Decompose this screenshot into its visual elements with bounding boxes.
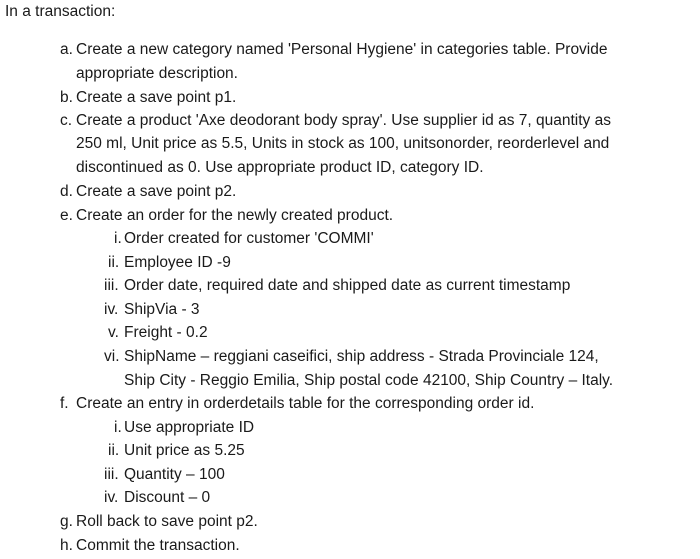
sub-item-f-i: i. Use appropriate ID [114,419,255,436]
list-item-c-cont: 250 ml, Unit price as 5.5, Units in stock as 100, unitsonorder, reorderlevel and [76,135,610,152]
sub-item-e-v: v. Freight - 0.2 [108,324,208,341]
sub-item-e-i: i. Order created for customer 'COMMI' [114,230,374,247]
intro-text: In a transaction: [5,3,116,20]
sub-item-f-iii: iii. Quantity – 100 [104,466,225,483]
sub-item-e-iv: iv. ShipVia - 3 [104,301,200,318]
sub-item-f-ii: ii. Unit price as 5.25 [108,442,245,459]
list-item-g: g. Roll back to save point p2. [60,513,258,530]
sub-item-e-vi: vi. ShipName – reggiani caseifici, ship address - Strada Provinciale 124, [104,348,599,365]
sub-item-e-vi-cont: Ship City - Reggio Emilia, Ship postal code 42100, Ship Country – Italy. [124,372,614,389]
list-item-h: h. Commit the transaction. [60,537,240,554]
list-item-d: d. Create a save point p2. [60,183,237,200]
sub-item-f-iv: iv. Discount – 0 [104,489,211,506]
list-item-e: e. Create an order for the newly created product. [60,207,394,224]
list-item-c-cont: discontinued as 0. Use appropriate product ID, category ID. [76,159,484,176]
list-item-b: b. Create a save point p1. [60,89,237,106]
list-item-f: f. Create an entry in orderdetails table for the corresponding order id. [60,395,535,412]
list-item-a: a. Create a new category named 'Personal Hygiene' in categories table. Provide [60,41,608,58]
sub-item-e-iii: iii. Order date, required date and shipped date as current timestamp [104,277,571,294]
list-item-c: c. Create a product 'Axe deodorant body spray'. Use supplier id as 7, quantity as [60,112,611,129]
sub-item-e-ii: ii. Employee ID -9 [108,254,231,271]
list-item-a-cont: appropriate description. [76,65,238,82]
